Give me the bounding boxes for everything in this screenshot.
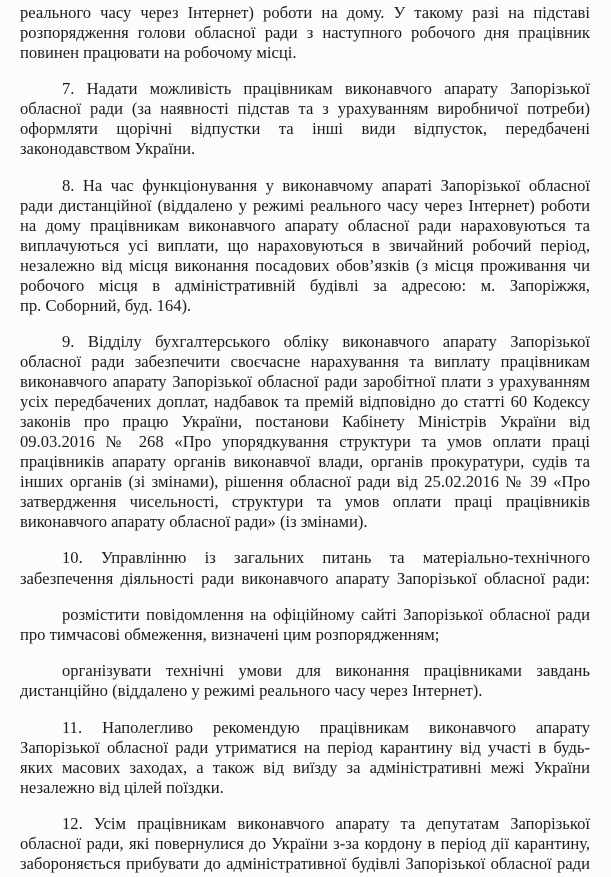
text-line: виконавчого апарату Запорізької обласної ради заробітної плати з урахуванням	[20, 372, 590, 391]
text-line: виплачуються усі виплати, що нараховуються в звичайний робочий період,	[20, 235, 590, 255]
text-line: забезпечення діяльності ради виконавчого апарату Запорізької обласної ради:	[20, 568, 590, 588]
text-line: організувати технічні умови для виконання працівниками завдань	[62, 661, 590, 681]
text-line: усіх передбачених доплат, надбавок та премій відповідно до статті 60 Кодексу	[20, 392, 590, 411]
text-line: забороняється прибувати до адміністративної будівлі Запорізької обласної ради	[20, 854, 590, 873]
text-line: про тимчасові обмеження, визначені цим розпорядженням;	[20, 624, 440, 644]
text-line: законодавством України.	[20, 139, 196, 159]
text-line: ради дистанційної (віддалено у режимі реального часу через Інтернет) роботи	[20, 195, 590, 215]
text-line: 9. Відділу бухгалтерського обліку виконавчого апарату Запорізької	[62, 332, 590, 351]
text-line: обласної ради забезпечити своєчасне нарахування та виплату працівникам	[20, 352, 590, 371]
text-line: реального часу через Інтернет) роботи на дому. У такому разі на підставі	[20, 2, 590, 22]
text-line: обласної ради (за наявності підстав та з урахуванням виробничої потреби)	[20, 99, 590, 119]
text-line: 11. Наполегливо рекомендую працівникам виконавчого апарату	[62, 717, 590, 737]
text-line: на дому працівникам виконавчого апарату обласної ради нараховуються та	[20, 215, 590, 235]
text-line: виконавчого апарату обласної ради» (із змінами).	[20, 512, 368, 532]
text-line: 10. Управлінню із загальних питань та матеріально-технічного	[62, 548, 590, 568]
text-line: повинен працювати на робочому місці.	[20, 42, 297, 62]
text-line: законів про працю України, постанови Кабінету Міністрів України від	[20, 412, 590, 431]
text-line: незалежно від цілей поїздки.	[20, 777, 224, 797]
text-line: оформляти щорічні відпустки та інші види відпусток, передбачені	[20, 119, 590, 139]
text-line: 8. На час функціонування у виконавчому апараті Запорізької обласної	[62, 175, 590, 195]
text-line: незалежно від місця виконання посадових обов’язків (з місця проживання чи	[20, 255, 590, 275]
text-line: обласної ради, які повернулися до України з-за кордону в період дії карантину,	[20, 834, 590, 853]
text-line: пр. Соборний, буд. 164).	[20, 295, 192, 315]
text-line: затвердження чисельності, структури та умов оплати праці працівників	[20, 492, 590, 512]
text-line: розпорядження голови обласної ради з наступного робочого дня працівник	[20, 22, 590, 42]
text-line: дистанційно (віддалено у режимі реального часу через Інтернет).	[20, 681, 483, 701]
text-line: 12. Усім працівникам виконавчого апарату та депутатам Запорізької	[62, 814, 590, 833]
text-line: розмістити повідомлення на офіційному сайті Запорізької обласної ради	[62, 604, 590, 624]
text-line: інших органів (зі змінами), рішення обласної ради від 25.02.2016 № 39 «Про	[20, 472, 590, 492]
text-line: Запорізької обласної ради утриматися на період карантину від участі в будь-	[20, 737, 590, 757]
text-line: 7. Надати можливість працівникам виконавчого апарату Запорізької	[62, 79, 590, 99]
text-line: яких масових заходах, а також від виїзду за адміністративні межі України	[20, 757, 590, 777]
text-line: працівників апарату органів виконавчої влади, органів прокуратури, судів та	[20, 452, 590, 472]
text-line: робочого місця в адміністративній будівлі за адресою: м. Запоріжжя,	[20, 275, 590, 295]
text-line: 09.03.2016 № 268 «Про упорядкування структури та умов оплати праці	[20, 432, 590, 451]
